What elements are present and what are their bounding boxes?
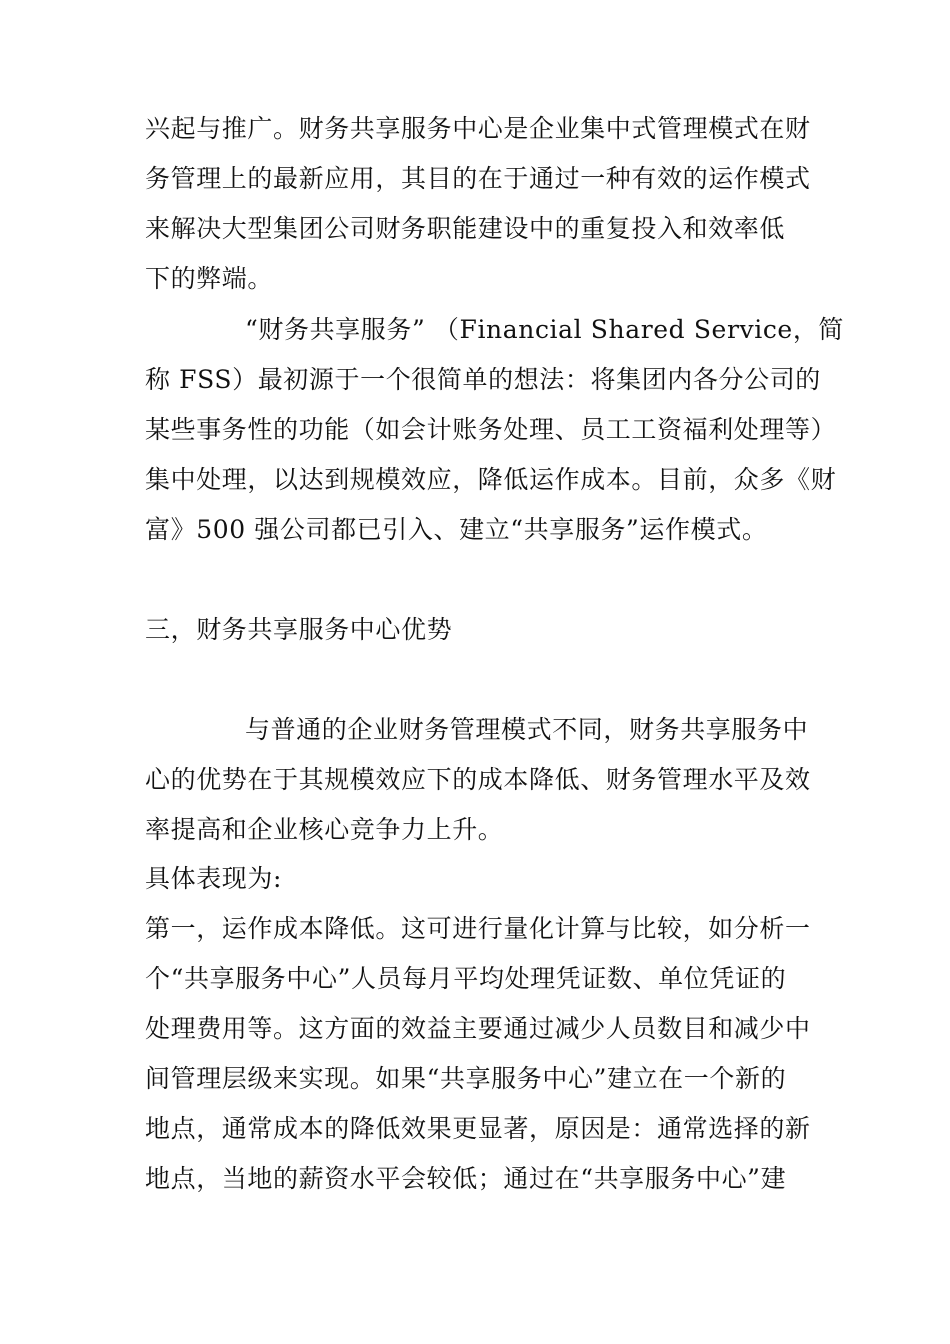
text-line: 某些事务性的功能（如会计账务处理、员工工资福利处理等） (145, 415, 837, 444)
text-line: 地点，当地的薪资水平会较低；通过在“共享服务中心”建 (145, 1164, 787, 1193)
text-line: 心的优势在于其规模效应下的成本降低、财务管理水平及效 (145, 765, 811, 794)
text-line: 务管理上的最新应用，其目的在于通过一种有效的运作模式 (145, 164, 811, 193)
text-line: 处理费用等。这方面的效益主要通过减少人员数目和减少中 (145, 1014, 811, 1043)
text-line: 集中处理，以达到规模效应，降低运作成本。目前，众多《财 (145, 465, 837, 494)
text-line: 与普通的企业财务管理模式不同，财务共享服务中 (245, 715, 809, 744)
text-line: 称 FSS）最初源于一个很简单的想法：将集团内各分公司的 (145, 365, 821, 394)
text-line: 富》500 强公司都已引入、建立“共享服务”运作模式。 (145, 515, 768, 544)
specifics-label: 具体表现为: (145, 864, 283, 893)
text-line: 个“共享服务中心”人员每月平均处理凭证数、单位凭证的 (145, 964, 787, 993)
text-line: “财务共享服务” （Financial Shared Service，简 (245, 315, 845, 344)
section-heading: 三，财务共享服务中心优势 (145, 615, 453, 644)
text-line: 兴起与推广。财务共享服务中心是企业集中式管理模式在财 (145, 114, 811, 143)
text-line: 来解决大型集团公司财务职能建设中的重复投入和效率低 (145, 214, 786, 243)
text-line: 率提高和企业核心竞争力上升。 (145, 815, 504, 844)
text-line: 地点，通常成本的降低效果更显著，原因是：通常选择的新 (145, 1114, 811, 1143)
text-line: 下的弊端。 (145, 264, 274, 293)
text-line: 第一，运作成本降低。这可进行量化计算与比较，如分析一 (145, 914, 811, 943)
text-line: 间管理层级来实现。如果“共享服务中心”建立在一个新的 (145, 1064, 787, 1093)
